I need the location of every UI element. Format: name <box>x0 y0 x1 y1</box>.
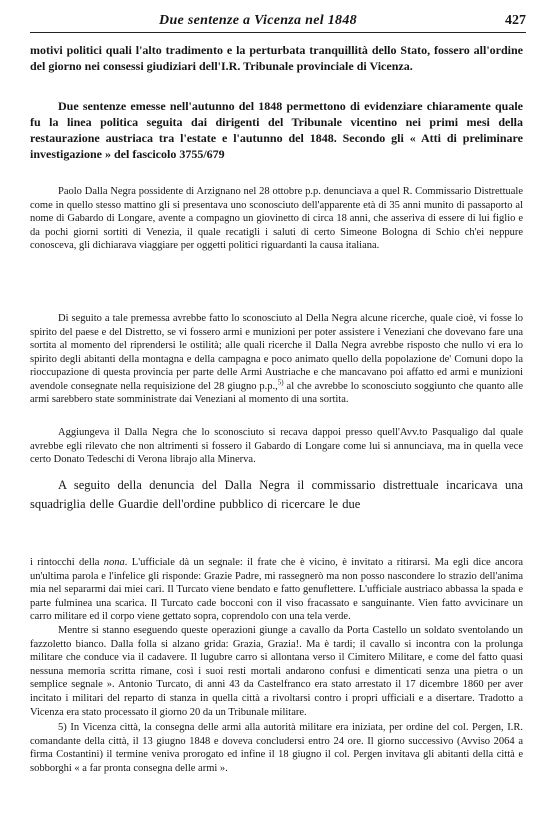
footnote-paragraph-2: Mentre si stanno eseguendo queste operazioni giunge a cavallo da Porta Castello un soldato sventolando un fazzoletto bianco. Dalla folla si alzano grida: Grazia, Grazia!. Ma è tardi; il cavallo si incontra con la prolunga militare che conduce via il cadavere. Il lugubre carro si allontana verso il Cimitero Militare, e come del fatto quasi nessuna memoria scritta rimane, così i suoi resti mortali andarono confusi e dimenticati senza una pietra o un semplice segnale ». Antonio Turcato, di anni 43 da Castelfranco era stato arrestato il 17 dicembre 1860 per aver incitato i militari del reparto di stanza in quella città a rivoltarsi contro i propri ufficiali e a disertare. Tradotto a Vicenza era stato processato il giorno 20 da un Tribunale militare. <box>30 624 523 718</box>
footnote-continuation <box>30 556 523 624</box>
document-text-2a: Di seguito a tale premessa avrebbe fatto lo sconosciuto al Della Negra alcune ricerche, quale cioè, vi fosse lo spirito del paese e del Distretto, se vi fossero armi e munizioni per poter assistere i Veneziani che dovevano fare una sortita al momento del riprendersi le ostilità; alle quali ricerche il Dalla Negra avrebbe risposto che nullo vi era lo spirito degli abitanti della montagna e della campagna e poco animato quello della popolazione de' Comuni dopo la rioccupazione di questa provincia per parte delle Armi Austriache e che mancavano poi affatto ed armi e munizioni avendole consegnate nella requisizione del 28 giugno p.p., <box>30 313 523 392</box>
footnote-5-marker: 5) <box>58 722 67 734</box>
footnote-ref-5: 5) <box>277 378 284 386</box>
document-text-2b: al che avrebbe lo sconosciuto soggiunto che quanto alle armi sarebbero state somministrate dai Veneziani al momento di una sortita. <box>30 380 523 405</box>
document-text-2 <box>30 312 523 407</box>
intro-text-1: motivi politici quali l'alto tradimento e la perturbata tranquillità dello Stato, fossero all'ordine del giorno nei consessi giudiziari dell'I.R. Tribunale provinciale di Vicenza. <box>30 43 523 73</box>
document-quote-paragraph-1 <box>30 185 523 253</box>
intro-paragraph-2 <box>30 98 523 162</box>
document-text-1: Paolo Dalla Negra possidente di Arzignano nel 28 ottobre p.p. denunciava a quel R. Commissario Distrettuale come in quello stesso mattino gli si presentava uno sconosciuto dell'apparente età di 35 anni munito di passaporto al nome di Gabardo di Longare, avente a compagno un giovinetto di circa 18 anni, che asseriva di essere di lui figlio e da pochi giorni sortiti di Venezia, il quale recatigli i saluti di certo Simeone Bologna di Schio ch'ei neppure conosceva, gli dichiarava viaggiare per oggetti politici riguardanti la causa italiana. <box>30 186 523 251</box>
footnote-5-text: In Vicenza città, la consegna delle armi alla autorità militare era iniziata, per ordine del col. Pergen, I.R. comandante della città, il 13 giugno 1848 e doveva concludersi entro 24 ore. Il giorno successivo (Avviso 2064 a firma Costantini) il termine veniva prorogato ed infine il 18 giugno il col. Pergen invitava gli abitanti della città e sobborghi « a far pronta consegna delle armi ». <box>30 722 523 774</box>
intro-text-2: Due sentenze emesse nell'autunno del 1848 permettono di evidenziare chiaramente quale fu la linea politica seguita dai dirigenti del Tribunale vicentino nei primi mesi della restaurazione austriaca tra l'estate e l'autunno del 1848. Secondo gli « Atti di preliminare investigazione » del fascicolo 3755/679 <box>30 99 523 161</box>
document-text-3: Aggiungeva il Dalla Negra che lo sconosciuto si recava dappoi presso quell'Avv.to Pasqualigo dal quale avrebbe egli rilevato che non altrimenti si fossero il Gabardo di Longare come lui si annunciava, ma in quella vece certo Donato Tedeschi di Verona librajo alla Minerva. <box>30 427 523 465</box>
footnotes <box>30 556 523 776</box>
document-quote-paragraph-2 <box>30 312 523 407</box>
footnote-5 <box>30 721 523 775</box>
header-rule <box>30 32 526 33</box>
running-header <box>30 10 526 32</box>
page-number: 427 <box>505 13 526 28</box>
footnote-cont-b: . L'ufficiale dà un segnale: il frate che è vicino, è invitato a ritirarsi. Ma egli dice ancora un'ultima parola e l'infelice gli risponde: Grazie Padre, mi rassegnerò ma non posso nascondere lo strazio dell'anima mia nel separarmi dai miei cari. Il Turcato viene bendato e fatto genuflettere. L'ufficiale austriaco abbassa la spada e parte fulminea una scarica. Il Turcato cade bocconi con il viso fracassato e sanguinante. Vien fatto avvicinare un carro militare ed il corpo viene gettato sopra, coprendolo con una tela verde. <box>30 557 523 623</box>
narrative-text: A seguito della denuncia del Dalla Negra il commissario distrettuale incaricava una squadriglia delle Guardie dell'ordine pubblico di ricercare le due <box>30 478 523 511</box>
running-title: Due sentenze a Vicenza nel 1848 <box>159 13 357 28</box>
narrative-paragraph <box>30 476 523 514</box>
footnote-cont-a: i rintocchi della <box>30 557 104 568</box>
document-quote-paragraph-3 <box>30 426 523 467</box>
intro-paragraph-1 <box>30 42 523 74</box>
footnote-cont-italic: nona <box>103 557 125 568</box>
